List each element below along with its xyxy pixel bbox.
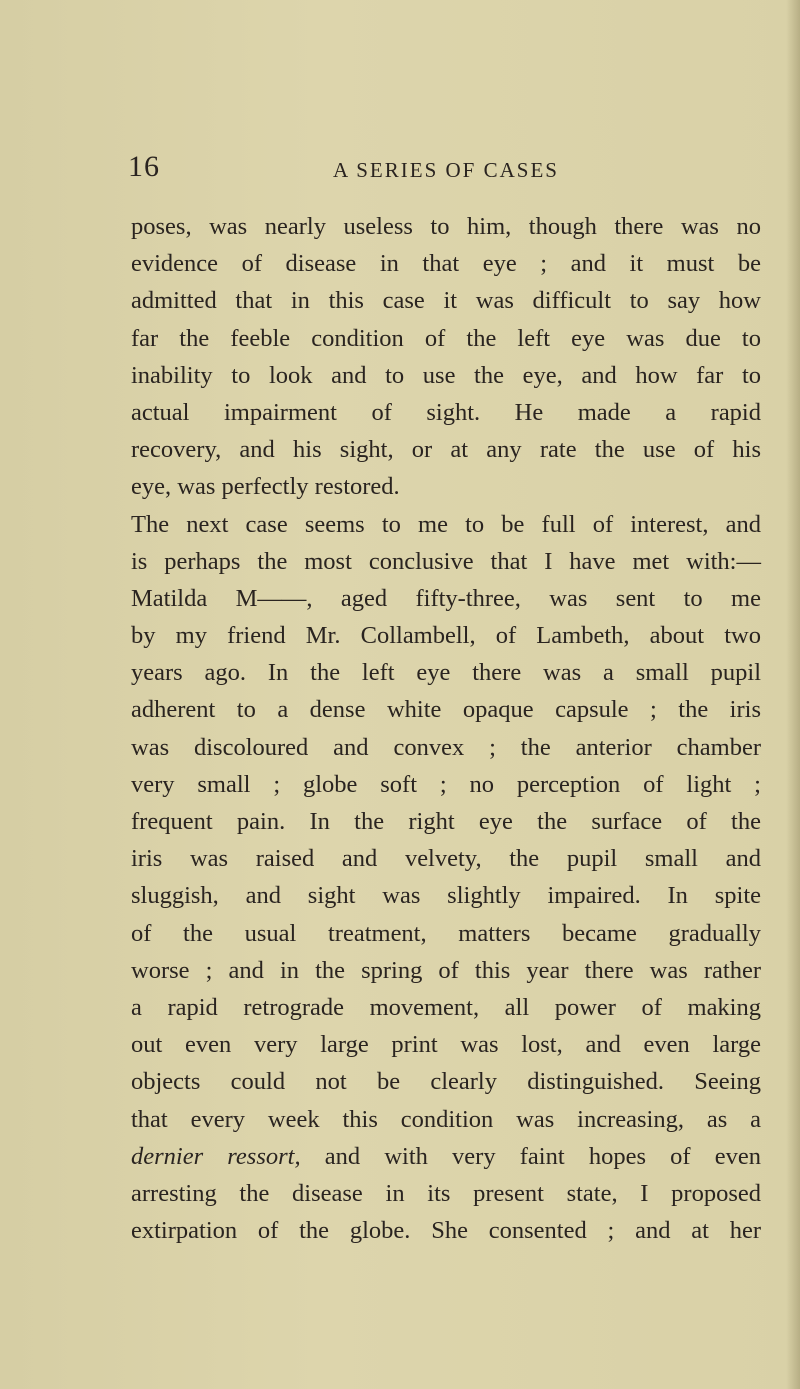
text-line: Matilda M——, aged fifty-three, was sent to me [131, 584, 761, 612]
page-header [128, 150, 748, 186]
text-line: out even very large print was lost, and even large [131, 1031, 761, 1059]
body-text [131, 208, 761, 1249]
italic-phrase: dernier ressort, [131, 1142, 301, 1170]
text-line: extirpation of the globe. She consented ; and at her [131, 1217, 761, 1245]
text-line: worse ; and in the spring of this year there was rather [131, 956, 761, 984]
text-line: years ago. In the left eye there was a small pupil [131, 659, 761, 687]
page-edge-shadow [786, 0, 800, 1389]
text-line: poses, was nearly useless to him, though there was no [131, 213, 761, 240]
text-line: inability to look and to use the eye, and how far to [131, 361, 761, 389]
text-line: The next case seems to me to be full of interest, and [131, 510, 761, 538]
text-line: admitted that in this case it was difficult to say how [131, 287, 761, 315]
text-line: objects could not be clearly distinguished. Seeing [131, 1068, 761, 1096]
text-line: was discoloured and convex ; the anterior chamber [131, 733, 761, 761]
text-line: very small ; globe soft ; no perception of light ; [131, 770, 761, 798]
text-line: of the usual treatment, matters became gradually [131, 919, 761, 947]
text-line: recovery, and his sight, or at any rate the use of his [131, 436, 761, 464]
text-line: adherent to a dense white opaque capsule ; the iris [131, 696, 761, 724]
text-line: by my friend Mr. Collambell, of Lambeth, about two [131, 622, 761, 650]
text-line: iris was raised and velvety, the pupil small and [131, 845, 761, 873]
text-line: evidence of disease in that eye ; and it must be [131, 250, 761, 278]
text-line-with-italic [131, 1138, 761, 1175]
text-line: far the feeble condition of the left eye was due to [131, 324, 761, 352]
text-line: is perhaps the most conclusive that I have met with:— [131, 547, 761, 575]
line-remainder: and with very faint hopes of even [300, 1142, 761, 1170]
text-line: frequent pain. In the right eye the surface of the [131, 808, 761, 835]
text-line: a rapid retrograde movement, all power of making [131, 993, 761, 1021]
text-line: eye, was perfectly restored. [131, 473, 400, 501]
text-line: arresting the disease in its present state, I proposed [131, 1179, 761, 1207]
page-number: 16 [128, 150, 160, 183]
text-line: actual impairment of sight. He made a rapid [131, 398, 761, 426]
text-line: that every week this condition was increasing, as a [131, 1105, 761, 1133]
running-head: A SERIES OF CASES [333, 158, 559, 182]
text-line: sluggish, and sight was slightly impaired. In spite [131, 882, 761, 910]
